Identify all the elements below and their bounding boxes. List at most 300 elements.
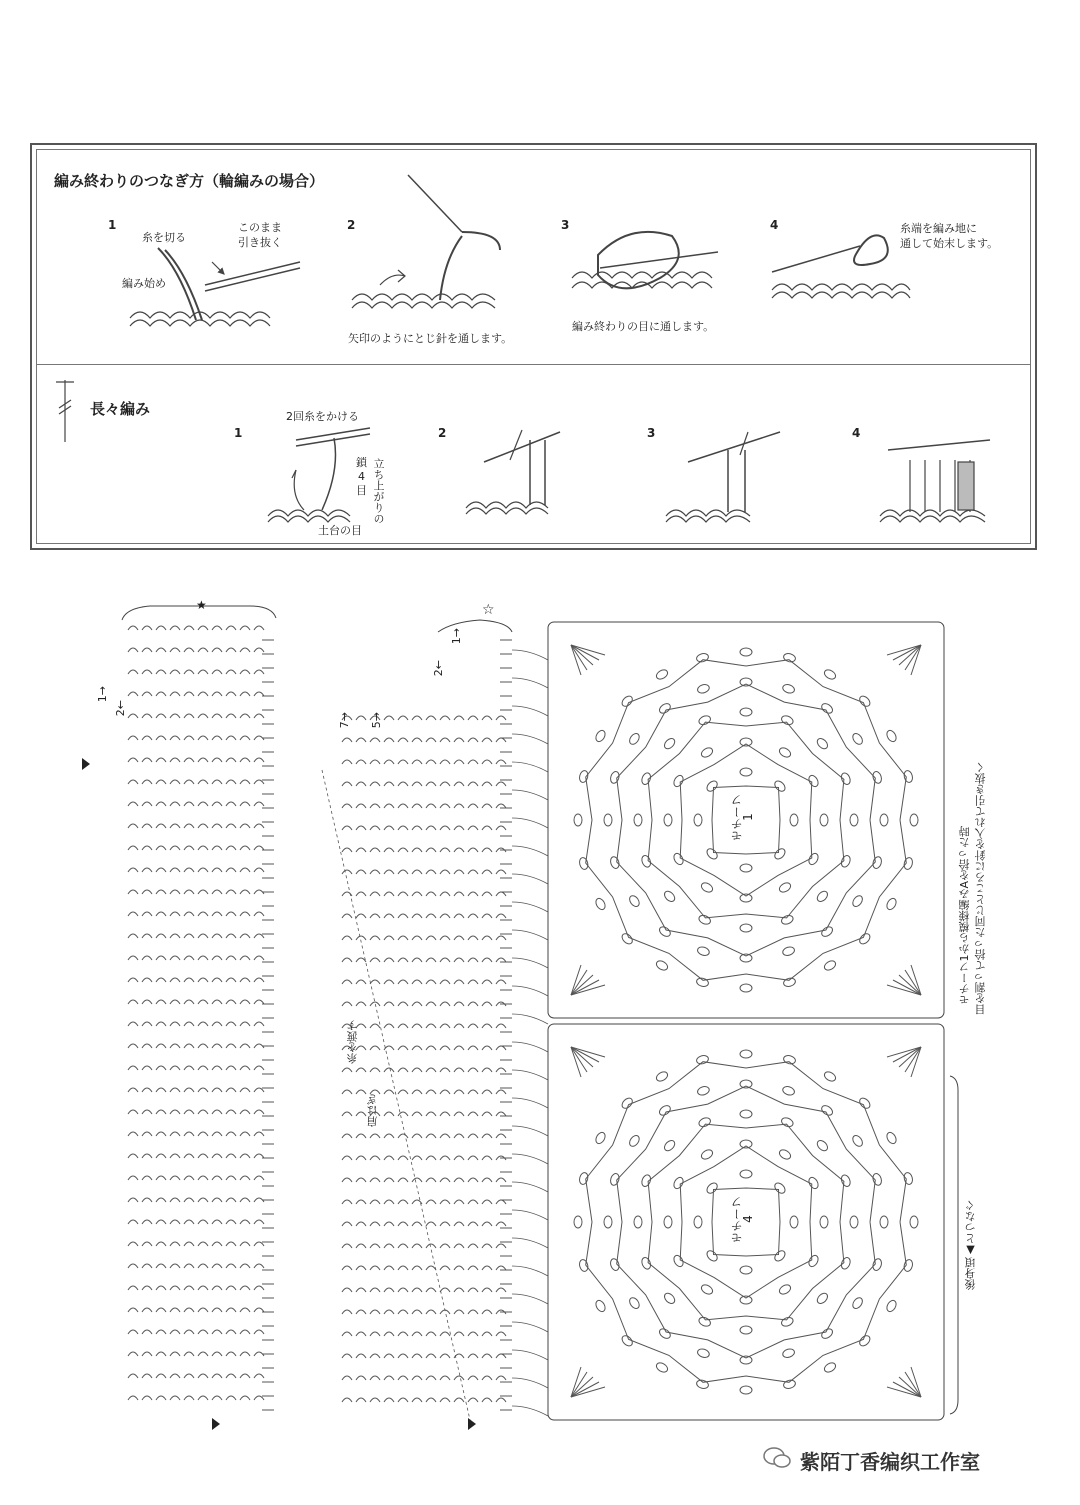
middle-panel-stitch	[412, 760, 422, 764]
triangle-marker-2	[212, 1418, 220, 1430]
middle-panel-stitch	[468, 870, 478, 874]
left-panel-stitch	[254, 626, 264, 630]
motif-stitch	[620, 1096, 634, 1110]
left-panel-stitch	[240, 648, 250, 652]
row-arrow-mid-2: 2←	[432, 660, 445, 677]
left-panel-stitch	[212, 692, 222, 696]
middle-panel-stitch	[468, 1178, 478, 1182]
left-panel-stitch	[226, 736, 236, 740]
left-panel-stitch	[198, 1132, 208, 1136]
motif-stitch	[698, 914, 712, 926]
left-panel-stitch	[212, 1264, 222, 1268]
left-panel-stitch	[212, 1044, 222, 1048]
middle-panel-stitch	[496, 936, 506, 940]
left-panel-stitch	[170, 1044, 180, 1048]
middle-panel-stitch	[496, 1024, 506, 1028]
shoulder-seam-label: 肩はぎ	[366, 1094, 379, 1127]
left-panel-stitch	[156, 670, 166, 674]
middle-panel-stitch	[454, 1200, 464, 1204]
middle-panel-stitch	[440, 1244, 450, 1248]
middle-panel-stitch	[384, 760, 394, 764]
middle-panel-stitch	[426, 804, 436, 808]
finish-step3-caption: 編み終わりの目に通します。	[572, 320, 715, 333]
middle-panel-stitch	[496, 980, 506, 984]
left-panel-stitch	[198, 1374, 208, 1378]
left-panel-stitch	[184, 1022, 194, 1026]
left-panel-stitch	[254, 1308, 264, 1312]
middle-panel-stitch	[468, 760, 478, 764]
left-panel-stitch	[156, 1176, 166, 1180]
middle-panel-stitch	[370, 1046, 380, 1050]
row-arrow-mid-1: 1→	[450, 628, 463, 645]
left-panel-stitch	[240, 626, 250, 630]
motif-stitch	[655, 1361, 669, 1374]
left-panel-stitch	[170, 1066, 180, 1070]
motif-stitch	[778, 1283, 792, 1296]
left-panel-stitch	[142, 934, 152, 938]
left-panel-stitch	[128, 1396, 138, 1400]
left-panel-stitch	[128, 1000, 138, 1004]
left-panel-stitch	[128, 648, 138, 652]
join-arrow-line	[512, 1406, 548, 1416]
middle-panel-stitch	[356, 1200, 366, 1204]
left-panel-stitch	[142, 1044, 152, 1048]
left-panel-stitch	[226, 1242, 236, 1246]
middle-panel-stitch	[356, 1134, 366, 1138]
middle-panel-stitch	[370, 760, 380, 764]
middle-panel-stitch	[482, 848, 492, 852]
motif-stitch	[609, 1258, 620, 1272]
middle-panel-stitch	[468, 1332, 478, 1336]
middle-panel-stitch	[384, 1068, 394, 1072]
middle-panel-stitch	[412, 826, 422, 830]
left-panel-stitch	[156, 1220, 166, 1224]
left-panel-stitch	[170, 1000, 180, 1004]
left-panel-stitch	[156, 736, 166, 740]
left-panel-stitch	[254, 978, 264, 982]
left-panel-stitch	[170, 1220, 180, 1224]
motif-stitch	[773, 1249, 787, 1263]
left-panel-stitch	[212, 1396, 222, 1400]
join-arrow-line	[512, 818, 548, 828]
left-panel-stitch	[128, 1198, 138, 1202]
left-panel-stitch	[254, 1264, 264, 1268]
motif-stitch	[578, 1172, 589, 1186]
motif-stitch	[620, 932, 634, 946]
middle-panel-stitch	[468, 782, 478, 786]
left-panel-stitch	[184, 648, 194, 652]
motif-stitch	[700, 881, 714, 894]
middle-panel-stitch	[426, 1244, 436, 1248]
left-panel-stitch	[240, 802, 250, 806]
middle-panel-stitch	[496, 1244, 506, 1248]
motif-stitch	[872, 1258, 883, 1272]
left-panel-stitch	[212, 1066, 222, 1070]
motif-stitch	[628, 732, 642, 746]
join-arrow-line	[512, 930, 548, 940]
middle-panel-stitch	[370, 1310, 380, 1314]
finish-section-title: 編み終わりのつなぎ方（輪編みの場合）	[54, 172, 325, 190]
left-panel-stitch	[170, 736, 180, 740]
middle-panel-stitch	[454, 1046, 464, 1050]
motif-stitch	[782, 1085, 796, 1096]
middle-panel-stitch	[356, 914, 366, 918]
left-panel-stitch	[240, 934, 250, 938]
middle-panel-stitch	[426, 1090, 436, 1094]
middle-panel-stitch	[370, 1266, 380, 1270]
middle-panel-stitch	[426, 914, 436, 918]
left-panel-stitch	[170, 670, 180, 674]
motif-stitch	[840, 1174, 852, 1188]
left-panel-stitch	[142, 868, 152, 872]
motif-stitch	[740, 648, 752, 656]
left-panel-stitch	[142, 1110, 152, 1114]
motif-stitch	[773, 1181, 787, 1195]
motif-stitch	[740, 894, 752, 902]
motif-stitch	[694, 1216, 702, 1228]
left-panel-stitch	[254, 1000, 264, 1004]
middle-panel-stitch	[440, 936, 450, 940]
motif-stitch	[594, 897, 607, 911]
middle-panel-stitch	[454, 980, 464, 984]
left-panel-stitch	[142, 1022, 152, 1026]
left-panel-stitch	[254, 802, 264, 806]
middle-panel-stitch	[454, 1068, 464, 1072]
motif-stitch	[820, 1327, 834, 1341]
motif-stitch	[740, 1050, 752, 1058]
motif-stitch	[578, 770, 589, 784]
left-panel-stitch	[142, 1286, 152, 1290]
left-panel-stitch	[240, 846, 250, 850]
left-panel-stitch	[226, 1110, 236, 1114]
left-panel-stitch	[184, 934, 194, 938]
motif-stitch	[820, 1216, 828, 1228]
left-panel-stitch	[170, 1374, 180, 1378]
middle-panel-stitch	[496, 914, 506, 918]
left-panel-stitch	[184, 1198, 194, 1202]
join-arrow-line	[512, 1154, 548, 1164]
left-panel-stitch	[226, 868, 236, 872]
left-panel-stitch	[142, 1352, 152, 1356]
middle-panel-stitch	[496, 804, 506, 808]
motif-stitch	[640, 1174, 652, 1188]
middle-panel-stitch	[440, 1354, 450, 1358]
motif-stitch	[740, 738, 752, 746]
left-panel-stitch	[226, 1308, 236, 1312]
middle-panel-stitch	[370, 848, 380, 852]
left-panel-stitch	[198, 758, 208, 762]
left-panel-stitch	[156, 1110, 166, 1114]
left-panel-stitch	[240, 1396, 250, 1400]
middle-panel-stitch	[454, 1376, 464, 1380]
middle-panel-stitch	[440, 1002, 450, 1006]
left-panel-stitch	[170, 890, 180, 894]
left-panel-stitch	[240, 890, 250, 894]
middle-panel-stitch	[342, 1200, 352, 1204]
middle-panel-stitch	[468, 716, 478, 720]
left-panel-stitch	[240, 1308, 250, 1312]
middle-panel-stitch	[496, 1354, 506, 1358]
left-panel-stitch	[128, 1330, 138, 1334]
left-panel-stitch	[254, 1220, 264, 1224]
middle-panel-stitch	[482, 738, 492, 742]
left-panel-stitch	[212, 1198, 222, 1202]
left-panel-stitch	[226, 978, 236, 982]
middle-panel-stitch	[398, 1178, 408, 1182]
motif-stitch	[672, 852, 685, 866]
left-panel-stitch	[254, 1330, 264, 1334]
middle-panel-stitch	[454, 804, 464, 808]
left-panel-stitch	[156, 1396, 166, 1400]
row-arrow-left-1: 2←	[114, 700, 127, 717]
left-panel-stitch	[170, 1396, 180, 1400]
left-panel-stitch	[184, 846, 194, 850]
middle-panel-stitch	[426, 1068, 436, 1072]
middle-panel-stitch	[496, 1068, 506, 1072]
middle-panel-stitch	[496, 1266, 506, 1270]
middle-panel-stitch	[412, 782, 422, 786]
left-panel-stitch	[198, 1154, 208, 1158]
middle-panel-stitch	[426, 1332, 436, 1336]
left-panel-stitch	[170, 1308, 180, 1312]
motif-stitch	[840, 854, 852, 868]
middle-panel-stitch	[342, 1222, 352, 1226]
left-panel-stitch	[198, 692, 208, 696]
middle-panel-stitch	[496, 1090, 506, 1094]
treble-step1-stitch-label: 目	[356, 484, 367, 497]
middle-panel-stitch	[426, 936, 436, 940]
motif-stitch	[778, 881, 792, 894]
middle-panel-stitch	[496, 826, 506, 830]
middle-panel-stitch	[356, 760, 366, 764]
left-panel-stitch	[226, 670, 236, 674]
middle-panel-stitch	[412, 1310, 422, 1314]
middle-panel-stitch	[342, 1112, 352, 1116]
left-panel-stitch	[156, 824, 166, 828]
finish-step-2-num: 2	[347, 218, 356, 232]
middle-panel-stitch	[398, 1024, 408, 1028]
left-panel-stitch	[142, 1176, 152, 1180]
motif-stitch	[664, 814, 672, 826]
left-panel-stitch	[198, 978, 208, 982]
middle-panel-stitch	[342, 1244, 352, 1248]
motif-stitch	[698, 1316, 712, 1328]
middle-panel-stitch	[482, 1112, 492, 1116]
middle-panel-stitch	[412, 1222, 422, 1226]
join-arrow-line	[512, 1350, 548, 1360]
middle-panel-stitch	[468, 1354, 478, 1358]
join-arrow-line	[512, 1210, 548, 1220]
left-panel-stitch	[128, 1308, 138, 1312]
middle-panel-stitch	[398, 782, 408, 786]
motif-1-number: 1	[740, 813, 755, 821]
left-panel-stitch	[240, 1066, 250, 1070]
middle-panel-stitch	[356, 958, 366, 962]
left-panel-stitch	[170, 1132, 180, 1136]
middle-panel-stitch	[370, 914, 380, 918]
middle-panel-stitch	[356, 1354, 366, 1358]
left-panel-stitch	[212, 626, 222, 630]
left-panel-stitch	[184, 1352, 194, 1356]
middle-panel-stitch	[496, 738, 506, 742]
motif-stitch	[851, 1134, 865, 1148]
motif-stitch	[815, 737, 829, 751]
middle-panel-stitch	[426, 1156, 436, 1160]
middle-panel-stitch	[342, 1134, 352, 1138]
row-arrow-mid-7-num: 7	[338, 721, 351, 729]
left-panel-stitch	[170, 802, 180, 806]
left-panel-stitch	[156, 1264, 166, 1268]
motif-stitch	[628, 1134, 642, 1148]
middle-panel-stitch	[468, 1090, 478, 1094]
middle-panel-stitch	[426, 716, 436, 720]
motif-stitch	[696, 652, 710, 663]
left-panel-stitch	[212, 1176, 222, 1180]
motif-stitch	[903, 1259, 914, 1273]
left-panel-stitch	[240, 1022, 250, 1026]
middle-panel-stitch	[440, 782, 450, 786]
motif-stitch	[740, 1386, 752, 1394]
left-panel-stitch	[198, 824, 208, 828]
motif-stitch	[574, 1216, 582, 1228]
middle-panel-stitch	[440, 804, 450, 808]
middle-panel-stitch	[356, 1090, 366, 1094]
left-panel-stitch	[142, 1198, 152, 1202]
left-panel-stitch	[184, 1154, 194, 1158]
middle-panel-stitch	[398, 1266, 408, 1270]
motif-stitch	[807, 1254, 820, 1268]
middle-panel-stitch	[468, 936, 478, 940]
middle-panel-stitch	[496, 1046, 506, 1050]
left-panel-stitch	[198, 1264, 208, 1268]
middle-panel-stitch	[398, 936, 408, 940]
middle-panel-stitch	[370, 1156, 380, 1160]
middle-panel-stitch	[398, 1376, 408, 1380]
middle-panel-stitch	[384, 1354, 394, 1358]
motif-stitch	[628, 894, 642, 908]
left-panel-stitch	[240, 736, 250, 740]
middle-panel-stitch	[412, 848, 422, 852]
row-arrow-mid-1-num: 1	[450, 637, 463, 645]
left-panel-stitch	[128, 1088, 138, 1092]
motif-stitch	[634, 814, 642, 826]
motif-stitch	[696, 977, 710, 988]
left-panel-stitch	[184, 1000, 194, 1004]
middle-panel-stitch	[384, 870, 394, 874]
motif-stitch	[840, 772, 852, 786]
middle-panel-stitch	[370, 782, 380, 786]
left-panel-stitch	[128, 1176, 138, 1180]
middle-panel-stitch	[356, 848, 366, 852]
middle-panel-stitch	[342, 958, 352, 962]
join-arrow-line	[512, 902, 548, 912]
left-panel-stitch	[128, 1044, 138, 1048]
middle-panel-stitch	[454, 870, 464, 874]
left-panel-stitch	[128, 956, 138, 960]
motif-stitch	[696, 1085, 710, 1096]
middle-panel-stitch	[356, 870, 366, 874]
left-panel-stitch	[184, 1242, 194, 1246]
left-panel-stitch	[198, 868, 208, 872]
left-panel-stitch	[128, 1352, 138, 1356]
left-panel-stitch	[184, 912, 194, 916]
left-panel-stitch	[198, 648, 208, 652]
motif-stitch	[700, 1148, 714, 1161]
middle-panel-stitch	[370, 1332, 380, 1336]
middle-panel-stitch	[468, 1222, 478, 1226]
middle-panel-stitch	[482, 1266, 492, 1270]
middle-panel-stitch	[356, 1068, 366, 1072]
left-panel-stitch	[240, 758, 250, 762]
middle-panel-stitch	[468, 1266, 478, 1270]
left-panel-stitch	[226, 1044, 236, 1048]
motif-stitch	[885, 897, 898, 911]
middle-panel-stitch	[440, 1178, 450, 1182]
motif-stitch	[807, 852, 820, 866]
middle-panel-stitch	[426, 1288, 436, 1292]
middle-panel-stitch	[370, 1288, 380, 1292]
join-arrow-line	[512, 1378, 548, 1388]
left-panel-stitch	[170, 648, 180, 652]
middle-panel-stitch	[398, 892, 408, 896]
motif-stitch	[807, 774, 820, 788]
middle-panel-stitch	[356, 1288, 366, 1292]
join-arrow-line	[512, 874, 548, 884]
row-arrow-mid-7: 7→	[338, 712, 351, 729]
motif-stitch	[705, 847, 719, 861]
left-panel-stitch	[198, 1220, 208, 1224]
left-panel-stitch	[184, 1044, 194, 1048]
middle-panel-stitch	[370, 1222, 380, 1226]
middle-panel-stitch	[342, 1332, 352, 1336]
motif-stitch	[740, 1170, 752, 1178]
left-panel-stitch	[254, 780, 264, 784]
middle-panel-stitch	[482, 1376, 492, 1380]
left-panel-stitch	[142, 670, 152, 674]
left-panel-stitch	[198, 1242, 208, 1246]
left-panel-stitch	[142, 780, 152, 784]
row-arrow-mid-5-num: 5	[370, 721, 383, 729]
middle-panel-stitch	[412, 914, 422, 918]
left-panel-stitch	[254, 824, 264, 828]
middle-panel-stitch	[384, 936, 394, 940]
finish-step-1-num: 1	[108, 218, 117, 232]
join-arrow-line	[512, 734, 548, 744]
middle-panel-stitch	[440, 738, 450, 742]
middle-panel-stitch	[356, 782, 366, 786]
middle-panel-stitch	[370, 1200, 380, 1204]
middle-panel-stitch	[356, 1332, 366, 1336]
middle-panel-stitch	[426, 1222, 436, 1226]
left-panel-stitch	[212, 1022, 222, 1026]
motif-stitch	[640, 772, 652, 786]
motif-stitch	[640, 854, 652, 868]
left-panel-stitch	[226, 1132, 236, 1136]
left-panel-stitch	[184, 1110, 194, 1114]
left-panel-stitch	[212, 1110, 222, 1114]
middle-panel-stitch	[412, 892, 422, 896]
motif-stitch	[655, 1070, 669, 1083]
left-panel-stitch	[240, 780, 250, 784]
middle-panel-stitch	[398, 1310, 408, 1314]
motif-stitch	[628, 1296, 642, 1310]
middle-panel-stitch	[384, 1332, 394, 1336]
middle-panel-stitch	[398, 716, 408, 720]
middle-panel-stitch	[496, 892, 506, 896]
finish-step1-cut-label: 糸を切る	[142, 231, 186, 244]
middle-panel-stitch	[370, 1244, 380, 1248]
middle-panel-stitch	[384, 1090, 394, 1094]
